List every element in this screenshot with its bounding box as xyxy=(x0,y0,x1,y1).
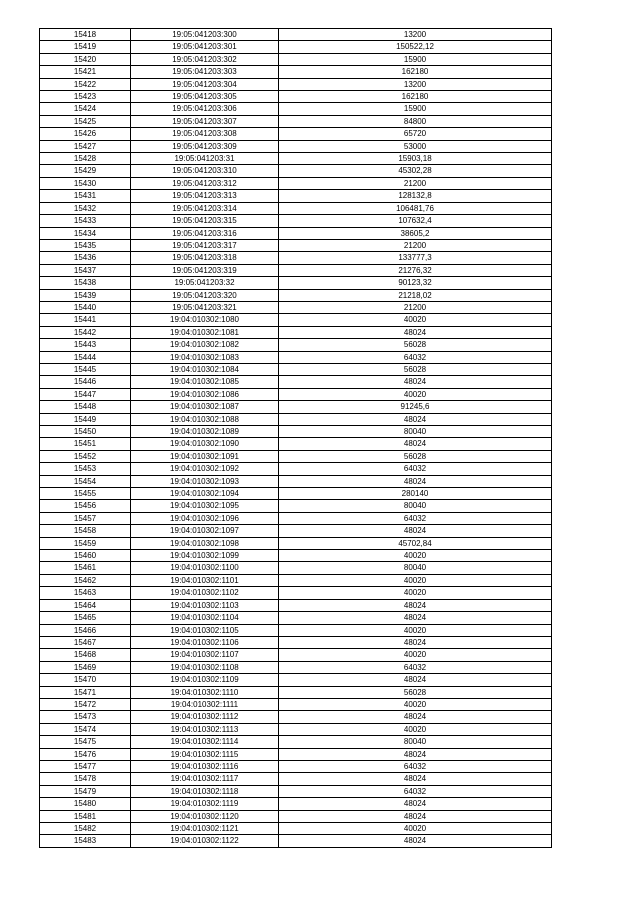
row-number-cell: 15483 xyxy=(40,835,131,847)
value-cell: 64032 xyxy=(279,661,552,673)
value-cell: 45302,28 xyxy=(279,165,552,177)
value-cell: 40020 xyxy=(279,823,552,835)
value-cell: 40020 xyxy=(279,698,552,710)
table-row xyxy=(40,550,552,562)
value-cell: 48024 xyxy=(279,413,552,425)
cadastral-number-cell: 19:04:010302:1084 xyxy=(131,363,279,375)
cadastral-number-cell: 19:04:010302:1108 xyxy=(131,661,279,673)
value-cell: 48024 xyxy=(279,326,552,338)
row-number-cell: 15428 xyxy=(40,153,131,165)
table-row xyxy=(40,140,552,152)
table-row xyxy=(40,29,552,41)
row-number-cell: 15478 xyxy=(40,773,131,785)
value-cell: 13200 xyxy=(279,78,552,90)
table-row xyxy=(40,698,552,710)
cadastral-number-cell: 19:05:041203:316 xyxy=(131,227,279,239)
value-cell: 21218,02 xyxy=(279,289,552,301)
row-number-cell: 15424 xyxy=(40,103,131,115)
row-number-cell: 15427 xyxy=(40,140,131,152)
table-row xyxy=(40,177,552,189)
table-row xyxy=(40,438,552,450)
value-cell: 150522,12 xyxy=(279,41,552,53)
value-cell: 64032 xyxy=(279,785,552,797)
value-cell: 40020 xyxy=(279,314,552,326)
value-cell: 15903,18 xyxy=(279,153,552,165)
row-number-cell: 15422 xyxy=(40,78,131,90)
cadastral-number-cell: 19:04:010302:1089 xyxy=(131,426,279,438)
table-row xyxy=(40,252,552,264)
table-row xyxy=(40,636,552,648)
table-row xyxy=(40,376,552,388)
cadastral-number-cell: 19:04:010302:1090 xyxy=(131,438,279,450)
table-row xyxy=(40,388,552,400)
table-row xyxy=(40,823,552,835)
cadastral-number-cell: 19:04:010302:1109 xyxy=(131,674,279,686)
row-number-cell: 15472 xyxy=(40,698,131,710)
row-number-cell: 15436 xyxy=(40,252,131,264)
row-number-cell: 15447 xyxy=(40,388,131,400)
table-row xyxy=(40,599,552,611)
value-cell: 48024 xyxy=(279,438,552,450)
row-number-cell: 15469 xyxy=(40,661,131,673)
value-cell: 84800 xyxy=(279,115,552,127)
value-cell: 133777,3 xyxy=(279,252,552,264)
table-row xyxy=(40,488,552,500)
table-row xyxy=(40,450,552,462)
row-number-cell: 15480 xyxy=(40,798,131,810)
value-cell: 80040 xyxy=(279,562,552,574)
cadastral-number-cell: 19:04:010302:1116 xyxy=(131,760,279,772)
row-number-cell: 15460 xyxy=(40,550,131,562)
table-row xyxy=(40,463,552,475)
value-cell: 128132,8 xyxy=(279,190,552,202)
cadastral-number-cell: 19:04:010302:1115 xyxy=(131,748,279,760)
table-row xyxy=(40,128,552,140)
row-number-cell: 15474 xyxy=(40,723,131,735)
table-row xyxy=(40,401,552,413)
table-row xyxy=(40,649,552,661)
row-number-cell: 15431 xyxy=(40,190,131,202)
cadastral-number-cell: 19:04:010302:1096 xyxy=(131,512,279,524)
table-row xyxy=(40,339,552,351)
value-cell: 65720 xyxy=(279,128,552,140)
value-cell: 64032 xyxy=(279,463,552,475)
row-number-cell: 15429 xyxy=(40,165,131,177)
row-number-cell: 15473 xyxy=(40,711,131,723)
cadastral-number-cell: 19:04:010302:1081 xyxy=(131,326,279,338)
cadastral-number-cell: 19:05:041203:318 xyxy=(131,252,279,264)
table-row xyxy=(40,227,552,239)
value-cell: 48024 xyxy=(279,798,552,810)
cadastral-number-cell: 19:04:010302:1121 xyxy=(131,823,279,835)
table-row xyxy=(40,426,552,438)
cadastral-number-cell: 19:04:010302:1105 xyxy=(131,624,279,636)
row-number-cell: 15455 xyxy=(40,488,131,500)
row-number-cell: 15453 xyxy=(40,463,131,475)
value-cell: 64032 xyxy=(279,351,552,363)
table-row xyxy=(40,661,552,673)
table-row xyxy=(40,103,552,115)
cadastral-number-cell: 19:04:010302:1112 xyxy=(131,711,279,723)
row-number-cell: 15439 xyxy=(40,289,131,301)
cadastral-number-cell: 19:05:041203:302 xyxy=(131,53,279,65)
value-cell: 48024 xyxy=(279,525,552,537)
row-number-cell: 15479 xyxy=(40,785,131,797)
value-cell: 48024 xyxy=(279,773,552,785)
row-number-cell: 15465 xyxy=(40,612,131,624)
cadastral-number-cell: 19:05:041203:305 xyxy=(131,91,279,103)
value-cell: 48024 xyxy=(279,376,552,388)
cadastral-number-cell: 19:05:041203:306 xyxy=(131,103,279,115)
row-number-cell: 15477 xyxy=(40,760,131,772)
value-cell: 40020 xyxy=(279,550,552,562)
value-cell: 21276,32 xyxy=(279,264,552,276)
value-cell: 38605,2 xyxy=(279,227,552,239)
value-cell: 91245,6 xyxy=(279,401,552,413)
table-body xyxy=(40,29,552,848)
value-cell: 162180 xyxy=(279,66,552,78)
value-cell: 280140 xyxy=(279,488,552,500)
cadastral-number-cell: 19:05:041203:301 xyxy=(131,41,279,53)
cadastral-number-cell: 19:04:010302:1088 xyxy=(131,413,279,425)
value-cell: 48024 xyxy=(279,835,552,847)
value-cell: 21200 xyxy=(279,177,552,189)
row-number-cell: 15426 xyxy=(40,128,131,140)
value-cell: 48024 xyxy=(279,636,552,648)
cadastral-number-cell: 19:05:041203:315 xyxy=(131,215,279,227)
row-number-cell: 15438 xyxy=(40,277,131,289)
value-cell: 48024 xyxy=(279,810,552,822)
cadastral-number-cell: 19:04:010302:1104 xyxy=(131,612,279,624)
value-cell: 80040 xyxy=(279,426,552,438)
row-number-cell: 15433 xyxy=(40,215,131,227)
cadastral-number-cell: 19:04:010302:1082 xyxy=(131,339,279,351)
cadastral-number-cell: 19:04:010302:1101 xyxy=(131,574,279,586)
row-number-cell: 15476 xyxy=(40,748,131,760)
row-number-cell: 15446 xyxy=(40,376,131,388)
table-row xyxy=(40,475,552,487)
table-row xyxy=(40,239,552,251)
table-row xyxy=(40,190,552,202)
table-row xyxy=(40,264,552,276)
cadastral-number-cell: 19:05:041203:314 xyxy=(131,202,279,214)
data-table xyxy=(39,28,552,848)
cadastral-number-cell: 19:04:010302:1102 xyxy=(131,587,279,599)
cadastral-number-cell: 19:04:010302:1107 xyxy=(131,649,279,661)
cadastral-number-cell: 19:04:010302:1086 xyxy=(131,388,279,400)
row-number-cell: 15434 xyxy=(40,227,131,239)
value-cell: 48024 xyxy=(279,612,552,624)
row-number-cell: 15421 xyxy=(40,66,131,78)
table-row xyxy=(40,53,552,65)
row-number-cell: 15425 xyxy=(40,115,131,127)
row-number-cell: 15440 xyxy=(40,301,131,313)
value-cell: 40020 xyxy=(279,587,552,599)
row-number-cell: 15481 xyxy=(40,810,131,822)
cadastral-number-cell: 19:05:041203:303 xyxy=(131,66,279,78)
value-cell: 40020 xyxy=(279,388,552,400)
value-cell: 80040 xyxy=(279,736,552,748)
table-row xyxy=(40,351,552,363)
cadastral-number-cell: 19:05:041203:304 xyxy=(131,78,279,90)
row-number-cell: 15441 xyxy=(40,314,131,326)
cadastral-number-cell: 19:05:041203:31 xyxy=(131,153,279,165)
value-cell: 21200 xyxy=(279,301,552,313)
value-cell: 80040 xyxy=(279,500,552,512)
row-number-cell: 15470 xyxy=(40,674,131,686)
cadastral-number-cell: 19:05:041203:320 xyxy=(131,289,279,301)
value-cell: 45702,84 xyxy=(279,537,552,549)
row-number-cell: 15432 xyxy=(40,202,131,214)
value-cell: 106481,76 xyxy=(279,202,552,214)
row-number-cell: 15461 xyxy=(40,562,131,574)
row-number-cell: 15418 xyxy=(40,29,131,41)
cadastral-number-cell: 19:04:010302:1114 xyxy=(131,736,279,748)
table-row xyxy=(40,723,552,735)
table-row xyxy=(40,686,552,698)
table-row xyxy=(40,574,552,586)
row-number-cell: 15430 xyxy=(40,177,131,189)
value-cell: 107632,4 xyxy=(279,215,552,227)
cadastral-number-cell: 19:05:041203:312 xyxy=(131,177,279,189)
row-number-cell: 15471 xyxy=(40,686,131,698)
row-number-cell: 15462 xyxy=(40,574,131,586)
value-cell: 56028 xyxy=(279,450,552,462)
value-cell: 48024 xyxy=(279,674,552,686)
table-row xyxy=(40,785,552,797)
table-row xyxy=(40,810,552,822)
table-row xyxy=(40,215,552,227)
value-cell: 56028 xyxy=(279,686,552,698)
row-number-cell: 15442 xyxy=(40,326,131,338)
value-cell: 15900 xyxy=(279,53,552,65)
row-number-cell: 15459 xyxy=(40,537,131,549)
row-number-cell: 15435 xyxy=(40,239,131,251)
value-cell: 53000 xyxy=(279,140,552,152)
row-number-cell: 15423 xyxy=(40,91,131,103)
table-row xyxy=(40,202,552,214)
value-cell: 48024 xyxy=(279,599,552,611)
row-number-cell: 15443 xyxy=(40,339,131,351)
row-number-cell: 15458 xyxy=(40,525,131,537)
table-row xyxy=(40,66,552,78)
row-number-cell: 15437 xyxy=(40,264,131,276)
cadastral-number-cell: 19:04:010302:1100 xyxy=(131,562,279,574)
table-row xyxy=(40,165,552,177)
cadastral-number-cell: 19:04:010302:1110 xyxy=(131,686,279,698)
row-number-cell: 15451 xyxy=(40,438,131,450)
row-number-cell: 15448 xyxy=(40,401,131,413)
table-row xyxy=(40,587,552,599)
cadastral-number-cell: 19:04:010302:1091 xyxy=(131,450,279,462)
row-number-cell: 15468 xyxy=(40,649,131,661)
row-number-cell: 15449 xyxy=(40,413,131,425)
row-number-cell: 15467 xyxy=(40,636,131,648)
cadastral-number-cell: 19:04:010302:1122 xyxy=(131,835,279,847)
value-cell: 64032 xyxy=(279,760,552,772)
cadastral-number-cell: 19:05:041203:310 xyxy=(131,165,279,177)
value-cell: 15900 xyxy=(279,103,552,115)
row-number-cell: 15445 xyxy=(40,363,131,375)
cadastral-number-cell: 19:04:010302:1097 xyxy=(131,525,279,537)
table-row xyxy=(40,78,552,90)
row-number-cell: 15420 xyxy=(40,53,131,65)
cadastral-number-cell: 19:05:041203:309 xyxy=(131,140,279,152)
value-cell: 48024 xyxy=(279,748,552,760)
cadastral-number-cell: 19:04:010302:1120 xyxy=(131,810,279,822)
value-cell: 40020 xyxy=(279,574,552,586)
row-number-cell: 15456 xyxy=(40,500,131,512)
cadastral-number-cell: 19:05:041203:319 xyxy=(131,264,279,276)
value-cell: 13200 xyxy=(279,29,552,41)
cadastral-number-cell: 19:05:041203:300 xyxy=(131,29,279,41)
value-cell: 40020 xyxy=(279,723,552,735)
cadastral-number-cell: 19:05:041203:317 xyxy=(131,239,279,251)
cadastral-number-cell: 19:04:010302:1118 xyxy=(131,785,279,797)
table-row xyxy=(40,798,552,810)
cadastral-number-cell: 19:04:010302:1113 xyxy=(131,723,279,735)
table-row xyxy=(40,612,552,624)
table-row xyxy=(40,537,552,549)
value-cell: 48024 xyxy=(279,711,552,723)
table-row xyxy=(40,153,552,165)
table-row xyxy=(40,674,552,686)
row-number-cell: 15454 xyxy=(40,475,131,487)
table-row xyxy=(40,91,552,103)
row-number-cell: 15464 xyxy=(40,599,131,611)
value-cell: 21200 xyxy=(279,239,552,251)
row-number-cell: 15482 xyxy=(40,823,131,835)
table-row xyxy=(40,760,552,772)
table-row xyxy=(40,525,552,537)
cadastral-number-cell: 19:04:010302:1119 xyxy=(131,798,279,810)
table-row xyxy=(40,711,552,723)
value-cell: 90123,32 xyxy=(279,277,552,289)
row-number-cell: 15475 xyxy=(40,736,131,748)
table-row xyxy=(40,512,552,524)
row-number-cell: 15452 xyxy=(40,450,131,462)
value-cell: 40020 xyxy=(279,624,552,636)
cadastral-number-cell: 19:04:010302:1083 xyxy=(131,351,279,363)
cadastral-number-cell: 19:04:010302:1111 xyxy=(131,698,279,710)
table-row xyxy=(40,289,552,301)
table-row xyxy=(40,363,552,375)
cadastral-number-cell: 19:04:010302:1098 xyxy=(131,537,279,549)
table-row xyxy=(40,773,552,785)
table-row xyxy=(40,835,552,847)
table-row xyxy=(40,115,552,127)
table-row xyxy=(40,301,552,313)
cadastral-number-cell: 19:04:010302:1103 xyxy=(131,599,279,611)
cadastral-number-cell: 19:05:041203:32 xyxy=(131,277,279,289)
row-number-cell: 15466 xyxy=(40,624,131,636)
value-cell: 56028 xyxy=(279,363,552,375)
table-row xyxy=(40,736,552,748)
cadastral-number-cell: 19:04:010302:1087 xyxy=(131,401,279,413)
table-row xyxy=(40,326,552,338)
cadastral-number-cell: 19:04:010302:1092 xyxy=(131,463,279,475)
cadastral-number-cell: 19:04:010302:1117 xyxy=(131,773,279,785)
cadastral-number-cell: 19:04:010302:1080 xyxy=(131,314,279,326)
table-row xyxy=(40,41,552,53)
value-cell: 40020 xyxy=(279,649,552,661)
table-row xyxy=(40,314,552,326)
cadastral-number-cell: 19:04:010302:1094 xyxy=(131,488,279,500)
table-row xyxy=(40,748,552,760)
cadastral-number-cell: 19:04:010302:1095 xyxy=(131,500,279,512)
table-row xyxy=(40,413,552,425)
value-cell: 162180 xyxy=(279,91,552,103)
cadastral-number-cell: 19:04:010302:1099 xyxy=(131,550,279,562)
table-row xyxy=(40,277,552,289)
table-row xyxy=(40,500,552,512)
cadastral-number-cell: 19:05:041203:308 xyxy=(131,128,279,140)
value-cell: 56028 xyxy=(279,339,552,351)
table-row xyxy=(40,562,552,574)
row-number-cell: 15419 xyxy=(40,41,131,53)
cadastral-number-cell: 19:04:010302:1093 xyxy=(131,475,279,487)
cadastral-number-cell: 19:05:041203:321 xyxy=(131,301,279,313)
row-number-cell: 15450 xyxy=(40,426,131,438)
cadastral-number-cell: 19:04:010302:1106 xyxy=(131,636,279,648)
value-cell: 48024 xyxy=(279,475,552,487)
table-row xyxy=(40,624,552,636)
cadastral-number-cell: 19:04:010302:1085 xyxy=(131,376,279,388)
value-cell: 64032 xyxy=(279,512,552,524)
cadastral-number-cell: 19:05:041203:313 xyxy=(131,190,279,202)
cadastral-number-cell: 19:05:041203:307 xyxy=(131,115,279,127)
row-number-cell: 15457 xyxy=(40,512,131,524)
row-number-cell: 15444 xyxy=(40,351,131,363)
row-number-cell: 15463 xyxy=(40,587,131,599)
